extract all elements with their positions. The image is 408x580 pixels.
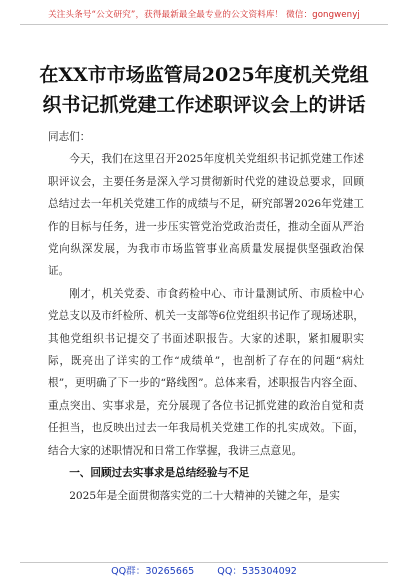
promo-banner: 关注头条号“公文研究”，获得最新最全最专业的公文资料库！ 微信：gongwenyj	[48, 10, 360, 20]
document-body	[48, 126, 364, 507]
footer-contact	[0, 563, 408, 577]
title-line-2: 织书记抓党建工作述职评议会上的讲话	[42, 94, 366, 116]
body-paragraph-1: 今天，我们在这里召开2025年度机关党组织书记抓党建工作述职评议会，主要任务是深入学习贯彻新时代党的建设总要求，回顾总结过去一年机关党建工作的成绩与不足，研究部署2026年党建工作的目标与任务，进一步压实管党治党政治责任，推动全面从严治党向纵深发展，为我市市场监管事业高质量发展提供坚强政治保证。	[48, 153, 364, 278]
title-line-1: 在XX市市场监管局2025年度机关党组	[39, 64, 369, 86]
section-heading-1: 一、回顾过去实事求是总结经验与不足	[69, 467, 250, 480]
footer-qq-group: QQ群：30265665	[111, 566, 195, 577]
document-title	[30, 60, 378, 120]
footer-qq-number: QQ：535304092	[217, 566, 297, 577]
body-paragraph-3: 2025年是全面贯彻落实党的二十大精神的关键之年，是实	[69, 489, 340, 502]
salutation: 同志们：	[48, 131, 91, 143]
header-divider	[20, 24, 388, 25]
body-paragraph-2: 刚才，机关党委、市食药检中心、市计量测试所、市质检中心党总支以及市纤检所、机关一支部等6位党组织书记作了现场述职，其他党组织书记提交了书面述职报告。大家的述职，紧扣履职实际，既亮出了详实的工作“成绩单”，也剖析了存在的问题“病灶根”，更明确了下一步的“路线图”。总体来看，述职报告内容全面、重点突出、实事求是，充分展现了各位书记抓党建的政治自觉和责任担当，也反映出过去一年我局机关党建工作的扎实成效。下面，结合大家的述职情况和日常工作掌握，我讲三点意见。	[48, 287, 364, 457]
